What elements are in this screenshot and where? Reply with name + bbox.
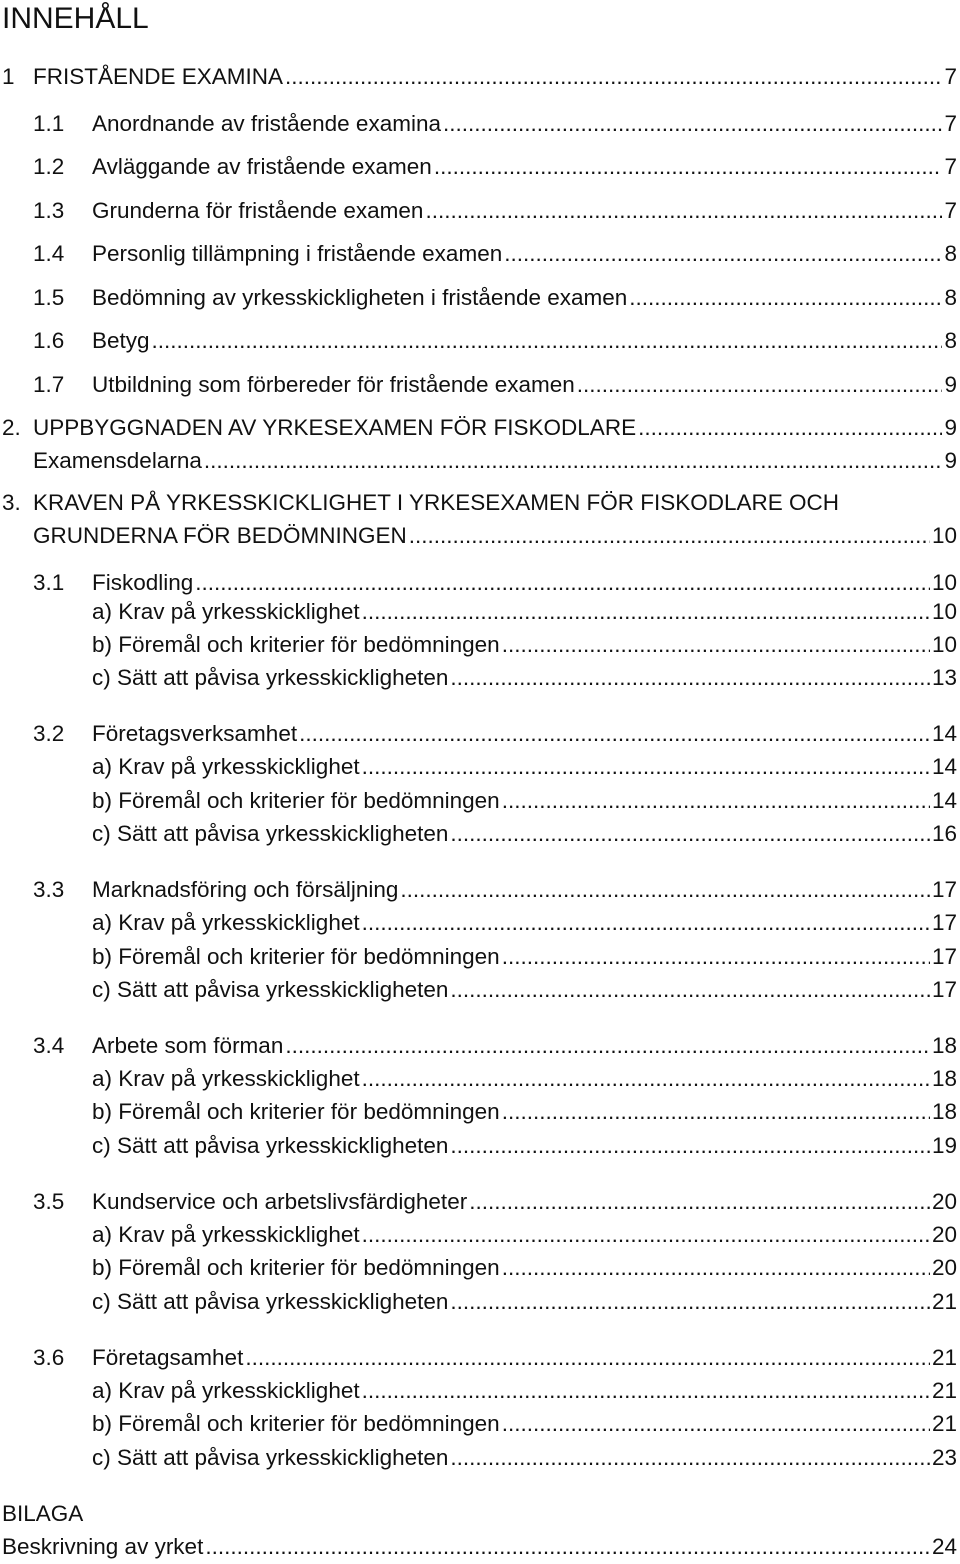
toc-entry-number: 1.4	[33, 241, 65, 266]
toc-entry-number: 1.7	[33, 372, 65, 397]
toc-entry-page-number: 8	[944, 285, 957, 310]
toc-entry-label: Arbete som förman	[92, 1033, 284, 1058]
toc-entry[interactable]	[33, 283, 957, 313]
toc-dot-leader	[362, 908, 930, 938]
toc-entry[interactable]	[92, 786, 957, 816]
toc-entry-number: 1.3	[33, 198, 65, 223]
toc-entry[interactable]	[92, 1253, 957, 1283]
toc-entry-label: b) Föremål och kriterier för bedömningen	[92, 944, 500, 969]
toc-entry-page-number: 18	[931, 1066, 957, 1091]
toc-entry-page-number: 7	[944, 64, 957, 89]
toc-entry-label: Bedömning av yrkesskickligheten i fristående examen	[92, 285, 628, 310]
toc-entry-label: Anordnande av fristående examina	[92, 111, 441, 136]
toc-entry-label: Betyg	[92, 328, 150, 353]
toc-entry[interactable]	[33, 239, 957, 269]
toc-entry-page-number: 7	[944, 198, 957, 223]
toc-dot-leader	[502, 1097, 930, 1127]
toc-entry-page-number: 8	[944, 241, 957, 266]
toc-dot-leader	[450, 975, 930, 1005]
toc-entry-page-number: 24	[931, 1534, 957, 1559]
toc-entry-page-number: 21	[931, 1378, 957, 1403]
toc-entry-label: BILAGA	[2, 1501, 84, 1526]
toc-entry[interactable]	[33, 196, 957, 226]
toc-dot-leader	[502, 1253, 930, 1283]
toc-entry-number: 3.1	[33, 570, 65, 595]
toc-entry-label: a) Krav på yrkesskicklighet	[92, 599, 360, 624]
toc-dot-leader	[299, 719, 930, 749]
toc-dot-leader	[285, 1031, 930, 1061]
toc-entry[interactable]	[92, 1064, 957, 1094]
toc-entry-label: Fiskodling	[92, 570, 194, 595]
toc-entry[interactable]	[33, 1031, 957, 1061]
toc-entry-page-number: 14	[931, 754, 957, 779]
toc-dot-leader	[450, 1287, 930, 1317]
toc-dot-leader	[502, 630, 930, 660]
toc-dot-leader	[362, 1376, 930, 1406]
toc-dot-leader	[362, 752, 930, 782]
toc-entry-label: b) Föremål och kriterier för bedömningen	[92, 1255, 500, 1280]
toc-entry-page-number: 16	[931, 821, 957, 846]
toc-entry-label: GRUNDERNA FÖR BEDÖMNINGEN	[33, 523, 407, 548]
toc-entry[interactable]	[92, 1376, 957, 1406]
toc-entry-number: 1.2	[33, 154, 65, 179]
toc-entry-number: 1.6	[33, 328, 65, 353]
toc-entry[interactable]	[92, 942, 957, 972]
toc-entry[interactable]	[33, 152, 957, 182]
toc-entry[interactable]	[92, 597, 957, 627]
toc-entry[interactable]	[33, 521, 957, 551]
toc-entry-label: Beskrivning av yrket	[2, 1534, 204, 1559]
toc-dot-leader	[504, 239, 942, 269]
toc-entry[interactable]	[92, 1097, 957, 1127]
toc-entry[interactable]	[33, 875, 957, 905]
toc-entry-label: b) Föremål och kriterier för bedömningen	[92, 788, 500, 813]
toc-dot-leader	[502, 1409, 930, 1439]
toc-entry-label: a) Krav på yrkesskicklighet	[92, 1378, 360, 1403]
toc-entry-label: b) Föremål och kriterier för bedömningen	[92, 1099, 500, 1124]
toc-entry-page-number: 7	[944, 154, 957, 179]
toc-entry[interactable]	[92, 908, 957, 938]
toc-entry-label: a) Krav på yrkesskicklighet	[92, 910, 360, 935]
toc-entry-label: KRAVEN PÅ YRKESSKICKLIGHET I YRKESEXAMEN FÖR FISKODLARE OCH	[33, 490, 840, 515]
page-title: INNEHÅLL	[2, 2, 149, 35]
toc-entry-label: Examensdelarna	[33, 448, 202, 473]
toc-dot-leader	[362, 1064, 930, 1094]
toc-entry-page-number: 20	[931, 1255, 957, 1280]
toc-dot-leader	[195, 568, 930, 598]
toc-entry-page-number: 14	[931, 721, 957, 746]
toc-entry[interactable]	[2, 488, 839, 518]
toc-entry-label: c) Sätt att påvisa yrkesskickligheten	[92, 665, 449, 690]
toc-dot-leader	[450, 663, 930, 693]
toc-entry[interactable]	[92, 1220, 957, 1250]
toc-entry-number: 3.4	[33, 1033, 65, 1058]
toc-entry-label: Företagsverksamhet	[92, 721, 298, 746]
toc-entry-page-number: 14	[931, 788, 957, 813]
toc-entry[interactable]	[92, 1443, 957, 1473]
toc-entry-page-number: 9	[944, 372, 957, 397]
toc-entry-number: 3.6	[33, 1345, 65, 1370]
toc-entry-page-number: 17	[931, 910, 957, 935]
toc-dot-leader	[469, 1187, 930, 1217]
toc-entry-label: b) Föremål och kriterier för bedömningen	[92, 632, 500, 657]
toc-entry-label: a) Krav på yrkesskicklighet	[92, 754, 360, 779]
toc-entry[interactable]	[33, 446, 957, 476]
toc-dot-leader	[245, 1343, 930, 1373]
toc-entry-label: Personlig tillämpning i fristående examen	[92, 241, 503, 266]
toc-entry-label: Marknadsföring och försäljning	[92, 877, 399, 902]
toc-entry-number: 1.1	[33, 111, 65, 136]
toc-entry[interactable]	[2, 413, 957, 443]
toc-entry-label: c) Sätt att påvisa yrkesskickligheten	[92, 1445, 449, 1470]
toc-entry[interactable]	[2, 62, 957, 92]
toc-entry[interactable]	[92, 752, 957, 782]
toc-entry-page-number: 21	[931, 1411, 957, 1436]
toc-entry-page-number: 10	[931, 523, 957, 548]
toc-entry[interactable]	[92, 819, 957, 849]
toc-entry-page-number: 17	[931, 877, 957, 902]
toc-entry-label: Kundservice och arbetslivsfärdigheter	[92, 1189, 468, 1214]
toc-entry-number: 2.	[2, 415, 21, 440]
toc-dot-leader	[425, 196, 942, 226]
toc-entry[interactable]	[92, 1409, 957, 1439]
toc-entry-page-number: 10	[931, 632, 957, 657]
toc-entry[interactable]	[92, 975, 957, 1005]
toc-entry-number: 3.2	[33, 721, 65, 746]
toc-dot-leader	[502, 786, 930, 816]
toc-entry[interactable]	[92, 1131, 957, 1161]
toc-dot-leader	[362, 597, 930, 627]
toc-entry-label: c) Sätt att påvisa yrkesskickligheten	[92, 1289, 449, 1314]
toc-entry-label: UPPBYGGNADEN AV YRKESEXAMEN FÖR FISKODLARE	[33, 415, 637, 440]
toc-entry-number: 1.5	[33, 285, 65, 310]
toc-entry-page-number: 9	[944, 415, 957, 440]
toc-dot-leader	[204, 446, 943, 476]
toc-dot-leader	[152, 326, 943, 356]
toc-entry-label: Utbildning som förbereder för fristående examen	[92, 372, 575, 397]
toc-entry-page-number: 10	[931, 570, 957, 595]
toc-entry-page-number: 21	[931, 1289, 957, 1314]
toc-dot-leader	[577, 370, 943, 400]
toc-entry-page-number: 17	[931, 944, 957, 969]
toc-dot-leader	[434, 152, 943, 182]
toc-entry-number: 3.3	[33, 877, 65, 902]
toc-dot-leader	[362, 1220, 930, 1250]
toc-entry[interactable]	[33, 1343, 957, 1373]
toc-entry-page-number: 10	[931, 599, 957, 624]
toc-dot-leader	[409, 521, 930, 551]
toc-entry[interactable]	[2, 1499, 83, 1529]
toc-dot-leader	[638, 413, 942, 443]
toc-entry-label: b) Föremål och kriterier för bedömningen	[92, 1411, 500, 1436]
toc-entry[interactable]	[33, 1187, 957, 1217]
toc-entry[interactable]	[33, 109, 957, 139]
toc-entry-page-number: 7	[944, 111, 957, 136]
toc-entry-page-number: 23	[931, 1445, 957, 1470]
toc-dot-leader	[450, 1131, 930, 1161]
toc-entry-page-number: 18	[931, 1033, 957, 1058]
toc-entry-label: c) Sätt att påvisa yrkesskickligheten	[92, 1133, 449, 1158]
toc-entry-label: Avläggande av fristående examen	[92, 154, 432, 179]
toc-entry[interactable]	[33, 719, 957, 749]
toc-entry[interactable]	[33, 370, 957, 400]
toc-entry-page-number: 13	[931, 665, 957, 690]
toc-entry-page-number: 17	[931, 977, 957, 1002]
toc-entry-page-number: 20	[931, 1222, 957, 1247]
toc-entry-page-number: 18	[931, 1099, 957, 1124]
toc-entry-label: c) Sätt att påvisa yrkesskickligheten	[92, 977, 449, 1002]
toc-dot-leader	[400, 875, 930, 905]
toc-entry-number: 1	[2, 64, 15, 89]
toc-entry[interactable]	[2, 1532, 957, 1562]
toc-dot-leader	[450, 819, 930, 849]
toc-entry-number: 3.5	[33, 1189, 65, 1214]
toc-entry-label: c) Sätt att påvisa yrkesskickligheten	[92, 821, 449, 846]
toc-dot-leader	[285, 62, 942, 92]
toc-entry-page-number: 8	[944, 328, 957, 353]
toc-dot-leader	[629, 283, 942, 313]
toc-entry[interactable]	[92, 630, 957, 660]
toc-entry-label: FRISTÅENDE EXAMINA	[33, 64, 284, 89]
toc-entry-page-number: 20	[931, 1189, 957, 1214]
toc-entry-label: Företagsamhet	[92, 1345, 244, 1370]
toc-entry[interactable]	[33, 568, 957, 598]
toc-entry-number: 3.	[2, 490, 21, 515]
toc-entry[interactable]	[92, 1287, 957, 1317]
toc-entry-label: a) Krav på yrkesskicklighet	[92, 1222, 360, 1247]
toc-entry-page-number: 21	[931, 1345, 957, 1370]
toc-entry-label: a) Krav på yrkesskicklighet	[92, 1066, 360, 1091]
toc-entry-label: Grunderna för fristående examen	[92, 198, 424, 223]
toc-dot-leader	[205, 1532, 930, 1562]
toc-dot-leader	[443, 109, 943, 139]
toc-entry-page-number: 19	[931, 1133, 957, 1158]
toc-dot-leader	[450, 1443, 930, 1473]
toc-entry[interactable]	[92, 663, 957, 693]
toc-dot-leader	[502, 942, 930, 972]
toc-entry[interactable]	[33, 326, 957, 356]
toc-entry-page-number: 9	[944, 448, 957, 473]
